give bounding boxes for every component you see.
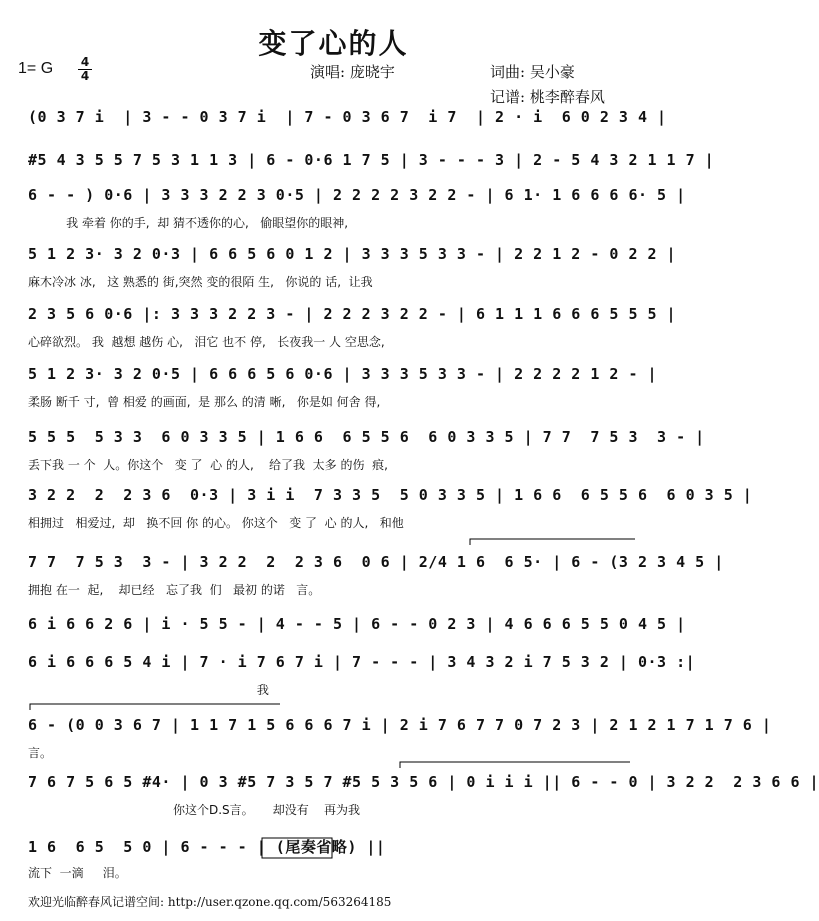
singer-credit: 演唱: 庞晓宇 (310, 63, 395, 81)
time-signature (78, 56, 92, 83)
score-row-notes: 5 1 2 3· 3 2 0·5 | 6 6 6 5 6 0·6 | 3 3 3 5 3 3 - | 2 2 2 2 1 2 - | (28, 365, 658, 383)
score-row-lyrics: 你这个D.S言。 却没有 再为我 (28, 803, 360, 817)
score-row-notes: 6 i 6 6 6 5 4 i | 7 · i 7 6 7 i | 7 - - - | 3 4 3 2 i 7 5 3 2 | 0·3 :| (28, 653, 696, 671)
score-row-notes: 6 - - ) 0·6 | 3 3 3 2 2 3 0·5 | 2 2 2 2 3 2 2 - | 6 1· 1 6 6 6 6· 5 | (28, 186, 686, 204)
score-row-lyrics: 麻木冷冰 冰, 这 熟悉的 街,突然 变的很陌 生, 你说的 话, 让我 (28, 275, 373, 289)
score-row-notes: (0 3 7 i | 3 - - 0 3 7 i | 7 - 0 3 6 7 i 7 | 2 · i 6 0 2 3 4 | (28, 108, 667, 126)
footer-credit: 欢迎光临醉春风记谱空间: http://user.qzone.qq.com/563264185 (28, 895, 392, 909)
score-row-lyrics: 流下 一滴 泪。 (28, 866, 127, 880)
score-row-lyrics: 相拥过 相爱过, 却 换不回 你 的心。 你这个 变 了 心 的人, 和他 (28, 516, 404, 530)
score-row-notes: 7 6 7 5 6 5 #4· | 0 3 #5 7 3 5 7 #5 5 3 5 6 | 0 i i i || 6 - - 0 | 3 2 2 2 3 6 6 | (28, 773, 819, 791)
score-row-lyrics: 拥抱 在一 起, 却已经 忘了我 们 最初 的诺 言。 (28, 583, 321, 597)
score-row-notes: 5 1 2 3· 3 2 0·3 | 6 6 5 6 0 1 2 | 3 3 3 5 3 3 - | 2 2 1 2 - 0 2 2 | (28, 245, 677, 263)
score-row-lyrics: 言。 (28, 746, 53, 760)
time-bottom: 4 (78, 69, 92, 83)
score-row-lyrics: 我 牵着 你的手, 却 猜不透你的心, 偷眼望你的眼神, (28, 216, 349, 230)
score-row-notes: #5 4 3 5 5 7 5 3 1 1 3 | 6 - 0·6 1 7 5 | 3 - - - 3 | 2 - 5 4 3 2 1 1 7 | (28, 151, 715, 169)
transcriber-credit: 记谱: 桃李醉春风 (490, 88, 605, 106)
score-row-notes: 6 i 6 6 2 6 | i · 5 5 - | 4 - - 5 | 6 - - 0 2 3 | 4 6 6 6 5 5 0 4 5 | (28, 615, 686, 633)
volta-3 (400, 762, 630, 768)
score-row-lyrics: 柔肠 断千 寸, 曾 相爱 的画面, 是 那么 的清 晰, 你是如 何舍 得, (28, 395, 381, 409)
composer-credit: 词曲: 吴小豪 (490, 63, 575, 81)
score-row-lyrics: 我 (28, 683, 269, 697)
score-row-notes: 1 6 6 5 5 0 | 6 - - - | (尾奏省略) || (28, 838, 386, 856)
score-row-notes: 3 2 2 2 2 3 6 0·3 | 3 i i 7 3 3 5 5 0 3 3 5 | 1 6 6 6 5 5 6 6 0 3 5 | (28, 486, 753, 504)
score-row-lyrics: 丢下我 一 个 人。你这个 变 了 心 的人, 给了我 太多 的伤 痕, (28, 458, 388, 472)
score-row-notes: 5 5 5 5 3 3 6 0 3 3 5 | 1 6 6 6 5 5 6 6 0 3 3 5 | 7 7 7 5 3 3 - | (28, 428, 705, 446)
song-title: 变了心的人 (258, 27, 409, 60)
time-top: 4 (80, 55, 90, 69)
key-signature: 1= G (18, 60, 54, 77)
volta-2 (30, 704, 280, 710)
score-row-lyrics: 心碎欲烈。 我 越想 越伤 心, 泪它 也不 停, 长夜我一 人 空思念, (28, 335, 385, 349)
score-row-notes: 2 3 5 6 0·6 |: 3 3 3 2 2 3 - | 2 2 2 3 2 2 - | 6 1 1 1 6 6 6 5 5 5 | (28, 305, 677, 323)
volta-1 (470, 539, 635, 545)
score-row-notes: 6 - (0 0 3 6 7 | 1 1 7 1 5 6 6 6 7 i | 2 i 7 6 7 7 0 7 2 3 | 2 1 2 1 7 1 7 6 | (28, 716, 772, 734)
score-row-notes: 7 7 7 5 3 3 - | 3 2 2 2 2 3 6 0 6 | 2/4 1 6 6 5· | 6 - (3 2 3 4 5 | (28, 553, 724, 571)
